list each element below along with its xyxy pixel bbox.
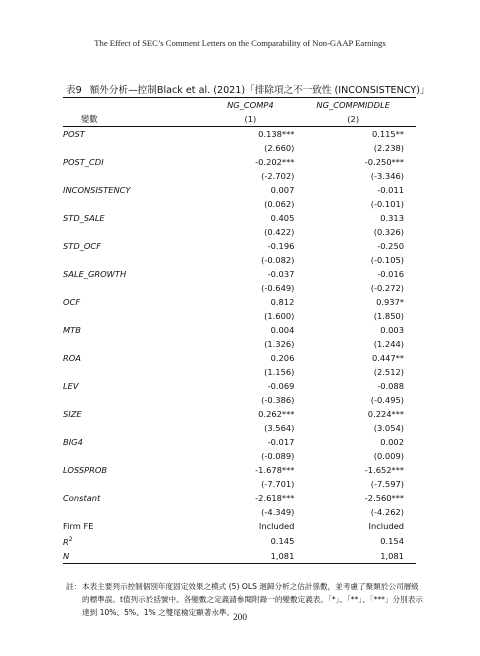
coefficient-1: -0.069 [267, 381, 295, 391]
column-number-2: (2) [302, 112, 416, 127]
t-stat-spacer [63, 477, 206, 491]
r-squared-symbol: R [63, 536, 69, 547]
variable-name [63, 533, 206, 549]
note-label: 註： [66, 582, 82, 591]
variable-name: LOSSPROB [63, 465, 108, 475]
t-stat-row [63, 141, 416, 155]
t-stat-1: (2.660) [264, 143, 295, 153]
coefficient-1: -1.678*** [255, 465, 295, 475]
t-stat-row [63, 421, 416, 435]
t-stat-1: (-0.386) [261, 395, 295, 405]
firm-fe-row [63, 519, 416, 533]
t-stat-row [63, 281, 416, 295]
t-stat-2: (2.238) [373, 143, 404, 153]
variable-name: Constant [63, 493, 101, 503]
coefficient-1: -2.618*** [255, 493, 295, 503]
t-stat-2: (1.244) [373, 339, 404, 349]
coefficient-1: 0.004 [270, 325, 295, 335]
coefficient-1: 0.405 [270, 213, 295, 223]
coefficient-1: -0.202*** [255, 157, 295, 167]
t-stat-spacer [63, 197, 206, 211]
t-stat-spacer [63, 169, 206, 183]
coefficient-row [63, 435, 416, 449]
t-stat-2: (-0.272) [370, 283, 404, 293]
coefficient-row [63, 295, 416, 309]
t-stat-row [63, 365, 416, 379]
t-stat-2: (-0.495) [370, 395, 404, 405]
variable-name: INCONSISTENCY [63, 185, 131, 195]
variable-name: POST_CDI [63, 157, 104, 167]
t-stat-row [63, 505, 416, 519]
variable-name: SALE_GROWTH [63, 269, 127, 279]
coefficient-2: 0.313 [380, 213, 404, 223]
column-header-row [63, 112, 416, 127]
t-stat-2: (0.009) [373, 451, 404, 461]
table-title: 額外分析—控制Black et al. (2021)「排除項之不一致性 (INCONSISTENCY)」 [89, 85, 430, 96]
coefficient-row [63, 491, 416, 505]
t-stat-1: (-0.082) [261, 255, 295, 265]
page-number: 200 [232, 613, 248, 623]
variable-name: Firm FE [63, 521, 94, 531]
observations-2: 1,081 [302, 549, 416, 564]
t-stat-spacer [63, 253, 206, 267]
t-stat-1: (1.326) [264, 339, 295, 349]
coefficient-row [63, 211, 416, 225]
t-stat-row [63, 393, 416, 407]
coefficient-1: 0.138*** [258, 129, 295, 139]
coefficient-2: -0.250 [377, 241, 404, 251]
coefficient-row [63, 267, 416, 281]
coefficient-row [63, 183, 416, 197]
note-text: 本表主要列示控制個別年度固定效果之模式 (5) OLS 迴歸分析之估計係數，並考慮了聚類於公司層級的標準誤。t值列示於括號中。各變數之定義請參閱附錄一的變數定義表。「*」、「**」、「***」分別表示達到 10%、5%、1% 之雙尾檢定顯著水準。 [82, 582, 423, 617]
r-squared-1: 0.145 [270, 535, 295, 546]
coefficient-row [63, 155, 416, 169]
t-stat-row [63, 337, 416, 351]
variable-name: STD_SALE [63, 213, 105, 223]
coefficient-2: -0.016 [377, 269, 404, 279]
coefficient-1: 0.007 [270, 185, 295, 195]
t-stat-2: (3.054) [373, 423, 404, 433]
regression-table [63, 97, 416, 564]
variable-name: LEV [63, 381, 79, 391]
t-stat-2: (2.512) [373, 367, 404, 377]
r-squared-superscript: 2 [68, 536, 73, 543]
coefficient-2: 0.224*** [367, 409, 404, 419]
t-stat-row [63, 169, 416, 183]
table-caption [66, 82, 430, 96]
model-header-2: NG_COMPMIDDLE [302, 98, 416, 113]
coefficient-2: -0.250*** [364, 157, 404, 167]
coefficient-2: 0.115** [371, 129, 404, 139]
column-number-1: (1) [206, 112, 302, 127]
t-stat-row [63, 197, 416, 211]
variable-name: N [63, 549, 206, 564]
model-header-row [63, 98, 416, 113]
coefficient-2: -0.088 [377, 381, 404, 391]
coefficient-2: -1.652*** [364, 465, 404, 475]
variable-name: STD_OCF [63, 241, 101, 251]
t-stat-spacer [63, 141, 206, 155]
coefficient-1: -0.037 [267, 269, 295, 279]
coefficient-1: 0.206 [270, 353, 295, 363]
t-stat-2: (0.326) [373, 227, 404, 237]
t-stat-row [63, 225, 416, 239]
t-stat-1: (-2.702) [261, 171, 295, 181]
t-stat-2: (-7.597) [370, 479, 404, 489]
t-stat-row [63, 449, 416, 463]
coefficient-row [63, 463, 416, 477]
variable-name: POST [63, 129, 85, 139]
t-stat-1: (-0.649) [261, 283, 295, 293]
t-stat-spacer [63, 421, 206, 435]
coefficient-row [63, 239, 416, 253]
r-squared-row [63, 533, 416, 549]
t-stat-1: (1.600) [264, 311, 295, 321]
variable-name: SIZE [63, 409, 82, 419]
variable-header: 變數 [63, 112, 206, 127]
t-stat-2: (-3.346) [370, 171, 404, 181]
t-stat-spacer [63, 505, 206, 519]
coefficient-row [63, 127, 416, 142]
coefficient-1: 0.262*** [258, 409, 295, 419]
coefficient-row [63, 407, 416, 421]
t-stat-2: (-0.101) [370, 199, 404, 209]
observations-1: 1,081 [206, 549, 302, 564]
coefficient-row [63, 351, 416, 365]
t-stat-1: (-0.089) [261, 451, 295, 461]
t-stat-row [63, 477, 416, 491]
t-stat-1: (1.156) [264, 367, 295, 377]
table-number: 表9 [66, 85, 82, 96]
t-stat-spacer [63, 225, 206, 239]
t-stat-1: (0.422) [264, 227, 295, 237]
t-stat-spacer [63, 309, 206, 323]
t-stat-spacer [63, 365, 206, 379]
t-stat-1: (0.062) [264, 199, 295, 209]
model-header-1: NG_COMP4 [206, 98, 302, 113]
coefficient-2: 0.447** [371, 353, 404, 363]
r-squared-2: 0.154 [380, 535, 404, 546]
running-head: The Effect of SEC’s Comment Letters on the Comparability of Non-GAAP Earnings [94, 38, 386, 48]
t-stat-spacer [63, 449, 206, 463]
firm-fe-1: Included [258, 521, 295, 531]
firm-fe-2: Included [368, 521, 404, 531]
coefficient-2: 0.937* [376, 297, 404, 307]
variable-name: OCF [63, 297, 81, 307]
coefficient-2: -2.560*** [364, 493, 404, 503]
coefficient-row [63, 379, 416, 393]
t-stat-2: (-0.105) [370, 255, 404, 265]
variable-name: ROA [63, 353, 81, 363]
t-stat-1: (3.564) [264, 423, 295, 433]
variable-name: BIG4 [63, 437, 83, 447]
t-stat-spacer [63, 337, 206, 351]
t-stat-spacer [63, 281, 206, 295]
t-stat-1: (-7.701) [261, 479, 295, 489]
coefficient-2: 0.003 [380, 325, 404, 335]
t-stat-2: (-4.262) [370, 507, 404, 517]
coefficient-1: -0.017 [267, 437, 295, 447]
coefficient-2: -0.011 [377, 185, 404, 195]
observations-row [63, 549, 416, 564]
coefficient-1: -0.196 [267, 241, 295, 251]
t-stat-row [63, 253, 416, 267]
table-body [63, 127, 416, 564]
t-stat-2: (1.850) [373, 311, 404, 321]
t-stat-row [63, 309, 416, 323]
coefficient-2: 0.002 [380, 437, 404, 447]
coefficient-1: 0.812 [270, 297, 295, 307]
variable-name: MTB [63, 325, 81, 335]
coefficient-row [63, 323, 416, 337]
t-stat-1: (-4.349) [261, 507, 295, 517]
t-stat-spacer [63, 393, 206, 407]
